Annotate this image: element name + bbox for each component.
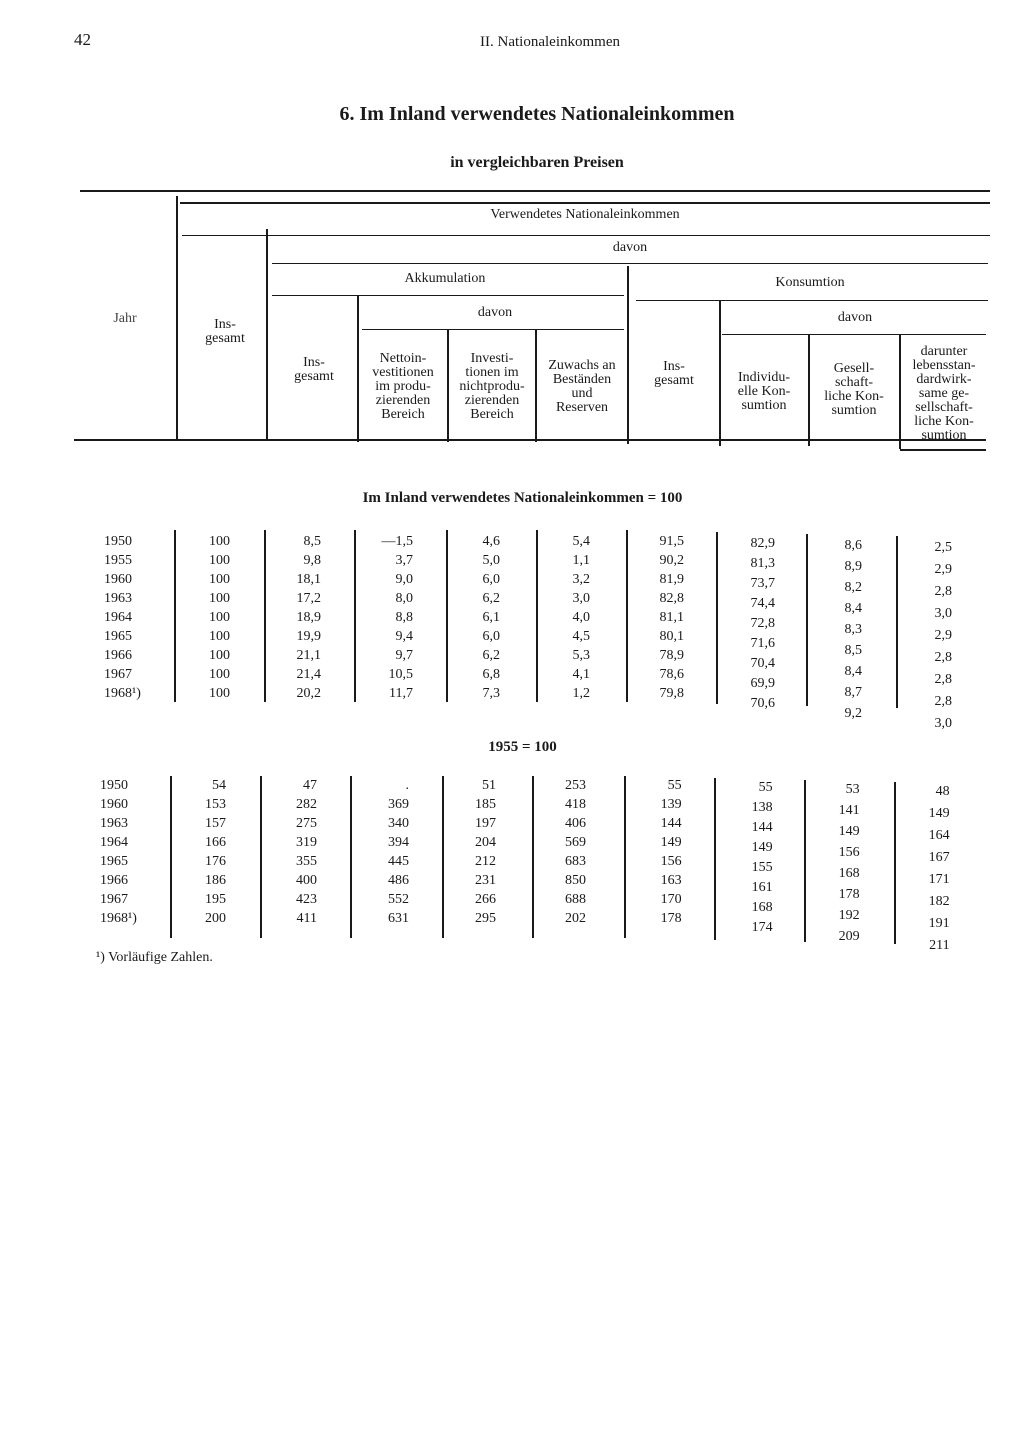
table-row-year: 1966 bbox=[100, 873, 128, 888]
header-nettoinvestitionen-line: Bereich bbox=[381, 407, 425, 422]
table-cell: 2,8 bbox=[934, 650, 952, 665]
header-bottom-rule bbox=[74, 439, 986, 441]
table-cell: 157 bbox=[205, 816, 226, 831]
table-cell: 1,2 bbox=[572, 686, 590, 701]
header-darunter-line: liche Kon- bbox=[914, 414, 974, 429]
table-cell: 167 bbox=[928, 850, 950, 865]
table-cell: 266 bbox=[475, 892, 496, 907]
column-separator bbox=[170, 776, 172, 938]
table-cell: 5,4 bbox=[572, 534, 590, 549]
table-cell: 8,4 bbox=[844, 664, 862, 679]
table-cell: 2,9 bbox=[934, 562, 952, 577]
table-cell: 197 bbox=[475, 816, 496, 831]
table-cell: 178 bbox=[660, 911, 682, 926]
table-cell: 48 bbox=[935, 784, 950, 799]
header-investitionen-line: tionen im bbox=[465, 365, 519, 380]
table-cell: 144 bbox=[751, 820, 773, 835]
table-row-year: 1964 bbox=[100, 835, 128, 850]
table-cell: 8,4 bbox=[844, 601, 862, 616]
table-cell: 100 bbox=[209, 667, 230, 682]
header-individuelle-line: sumtion bbox=[741, 398, 787, 413]
table-cell: 163 bbox=[660, 873, 682, 888]
table-cell: 2,5 bbox=[934, 540, 952, 555]
header-investitionen-line: nichtprodu- bbox=[459, 379, 525, 394]
table-cell: 8,5 bbox=[844, 643, 862, 658]
header-darunter-line: same ge- bbox=[918, 386, 970, 401]
table-cell: 2,8 bbox=[934, 584, 952, 599]
table-cell: 161 bbox=[751, 880, 773, 895]
table-cell: 340 bbox=[388, 816, 409, 831]
table-cell: 282 bbox=[296, 797, 317, 812]
header-top-rule bbox=[80, 190, 990, 192]
header-davon-main: davon bbox=[612, 240, 648, 255]
column-separator bbox=[716, 532, 718, 704]
table-cell: 5,3 bbox=[572, 648, 590, 663]
header-nettoinvestitionen-line: im produ- bbox=[375, 379, 431, 394]
table-cell: 212 bbox=[475, 854, 496, 869]
column-separator bbox=[626, 530, 628, 702]
header-vline-kons-ins bbox=[719, 301, 721, 446]
table-cell: 170 bbox=[660, 892, 682, 907]
table-cell: 138 bbox=[751, 800, 773, 815]
table-cell: 8,7 bbox=[844, 685, 862, 700]
table-row-year: 1963 bbox=[104, 591, 132, 606]
table-cell: 156 bbox=[838, 845, 860, 860]
table-row-year: 1967 bbox=[100, 892, 128, 907]
table-cell: 9,0 bbox=[395, 572, 413, 587]
table-cell: 155 bbox=[751, 860, 773, 875]
table-cell: 74,4 bbox=[750, 596, 775, 611]
table-cell: 209 bbox=[838, 929, 860, 944]
table-row-year: 1965 bbox=[104, 629, 132, 644]
table-cell: 6,0 bbox=[482, 572, 500, 587]
table-cell: 3,0 bbox=[934, 716, 952, 731]
table-cell: 552 bbox=[388, 892, 409, 907]
header-darunter-line: darunter bbox=[920, 344, 968, 359]
table-cell: 631 bbox=[388, 911, 409, 926]
header-darunter-line: lebensstan- bbox=[912, 358, 976, 373]
table-cell: 185 bbox=[475, 797, 496, 812]
table-cell: 319 bbox=[296, 835, 317, 850]
running-head: II. Nationaleinkommen bbox=[480, 34, 620, 50]
header-rule-davon bbox=[182, 235, 990, 236]
header-rule-akkumulation bbox=[272, 295, 624, 296]
table-cell: 211 bbox=[929, 938, 950, 953]
table-cell: 82,9 bbox=[750, 536, 775, 551]
column-separator bbox=[264, 530, 266, 702]
header-nettoinvestitionen bbox=[360, 352, 446, 422]
table-cell: 4,1 bbox=[572, 667, 590, 682]
table-cell: 2,8 bbox=[934, 694, 952, 709]
table-cell: 400 bbox=[296, 873, 317, 888]
table-cell: 100 bbox=[209, 572, 230, 587]
table-cell: 445 bbox=[388, 854, 409, 869]
table-cell: 80,1 bbox=[659, 629, 684, 644]
table-cell: 174 bbox=[751, 920, 773, 935]
table-cell: 8,3 bbox=[844, 622, 862, 637]
table-cell: 19,9 bbox=[296, 629, 321, 644]
table-cell: 8,5 bbox=[303, 534, 321, 549]
table-cell: 53 bbox=[845, 782, 860, 797]
table-cell: 71,6 bbox=[750, 636, 775, 651]
header-zuwachs-line: Beständen bbox=[552, 372, 612, 387]
table-cell: 9,2 bbox=[844, 706, 862, 721]
header-zuwachs-line: und bbox=[571, 386, 593, 401]
table-cell: 171 bbox=[928, 872, 950, 887]
header-akkumulation: Akkumulation bbox=[404, 271, 486, 286]
table-cell: 423 bbox=[296, 892, 317, 907]
table-row-year: 1964 bbox=[104, 610, 132, 625]
header-nettoinvestitionen-line: zierenden bbox=[375, 393, 431, 408]
table-cell: 192 bbox=[838, 908, 860, 923]
table-cell: 47 bbox=[303, 778, 317, 793]
section1-label: Im Inland verwendetes Nationaleinkommen = 100 bbox=[362, 490, 683, 506]
table-cell: 149 bbox=[660, 835, 682, 850]
column-separator bbox=[804, 780, 806, 942]
table-cell: 6,2 bbox=[482, 591, 500, 606]
table-cell: 81,9 bbox=[659, 572, 684, 587]
header-akk-insgesamt-line: gesamt bbox=[294, 369, 334, 384]
table-cell: 231 bbox=[475, 873, 496, 888]
table-cell: 8,6 bbox=[844, 538, 862, 553]
table-cell: 73,7 bbox=[750, 576, 775, 591]
table-cell: 21,1 bbox=[296, 648, 321, 663]
table-cell: . bbox=[405, 778, 409, 793]
table-cell: 9,7 bbox=[395, 648, 413, 663]
table-cell: 100 bbox=[209, 591, 230, 606]
table-cell: 70,4 bbox=[750, 656, 775, 671]
column-separator bbox=[806, 534, 808, 706]
header-rule-verwendetes bbox=[180, 202, 990, 204]
table-cell: 486 bbox=[388, 873, 409, 888]
section2-label: 1955 = 100 bbox=[488, 739, 557, 755]
header-insgesamt-total-line: Ins- bbox=[214, 317, 236, 332]
table-cell: 10,5 bbox=[388, 667, 413, 682]
header-individuelle bbox=[722, 371, 806, 413]
header-darunter-line: sellschaft- bbox=[915, 400, 973, 415]
table-cell: 178 bbox=[838, 887, 860, 902]
table-cell: 3,0 bbox=[572, 591, 590, 606]
table-cell: 153 bbox=[205, 797, 226, 812]
table-row-year: 1950 bbox=[100, 778, 128, 793]
column-separator bbox=[624, 776, 626, 938]
table-cell: 164 bbox=[928, 828, 950, 843]
table-cell: 355 bbox=[296, 854, 317, 869]
table-cell: 81,1 bbox=[659, 610, 684, 625]
table-cell: 168 bbox=[838, 866, 860, 881]
header-davon-kons: davon bbox=[837, 310, 873, 325]
table-cell: 202 bbox=[565, 911, 586, 926]
table-cell: 8,9 bbox=[844, 559, 862, 574]
page-number: 42 bbox=[74, 30, 91, 49]
table-cell: 141 bbox=[838, 803, 860, 818]
table-cell: 91,5 bbox=[659, 534, 684, 549]
table-cell: 78,6 bbox=[659, 667, 684, 682]
table-cell: 3,7 bbox=[395, 553, 413, 568]
header-rule-davon-akk bbox=[362, 329, 624, 330]
header-davon-akk: davon bbox=[477, 305, 513, 320]
table-row-year: 1955 bbox=[104, 553, 132, 568]
table-cell: 295 bbox=[475, 911, 496, 926]
table-row-year: 1965 bbox=[100, 854, 128, 869]
column-separator bbox=[354, 530, 356, 702]
table-cell: 8,8 bbox=[395, 610, 413, 625]
table-cell: 406 bbox=[565, 816, 586, 831]
table-cell: 569 bbox=[565, 835, 586, 850]
header-gesellschaftliche-line: Gesell- bbox=[833, 361, 875, 376]
table-cell: 139 bbox=[660, 797, 682, 812]
header-konsumtion: Konsumtion bbox=[775, 275, 845, 290]
table-cell: 182 bbox=[928, 894, 950, 909]
table-cell: 69,9 bbox=[750, 676, 775, 691]
column-separator bbox=[446, 530, 448, 702]
table-cell: 70,6 bbox=[750, 696, 775, 711]
header-rule-split bbox=[272, 263, 988, 264]
table-cell: 90,2 bbox=[659, 553, 684, 568]
column-separator bbox=[896, 536, 898, 708]
header-kons-insgesamt bbox=[636, 360, 712, 388]
header-nettoinvestitionen-line: vestitionen bbox=[372, 365, 434, 380]
table-cell: 200 bbox=[205, 911, 226, 926]
table-cell: 9,8 bbox=[303, 553, 321, 568]
table-cell: 253 bbox=[565, 778, 586, 793]
table-row-year: 1967 bbox=[104, 667, 132, 682]
header-akk-insgesamt bbox=[276, 356, 352, 384]
table-cell: 688 bbox=[565, 892, 586, 907]
header-individuelle-line: Individu- bbox=[737, 370, 791, 385]
table-cell: 166 bbox=[205, 835, 226, 850]
column-separator bbox=[174, 530, 176, 702]
table-cell: 21,4 bbox=[296, 667, 321, 682]
header-gesellschaftliche-line: sumtion bbox=[831, 403, 877, 418]
table-cell: 204 bbox=[475, 835, 496, 850]
table-cell: 6,8 bbox=[482, 667, 500, 682]
table-cell: 8,2 bbox=[844, 580, 862, 595]
table-cell: 18,1 bbox=[296, 572, 321, 587]
column-separator bbox=[532, 776, 534, 938]
table-row-year: 1960 bbox=[104, 572, 132, 587]
table-cell: 3,0 bbox=[934, 606, 952, 621]
table-cell: 394 bbox=[388, 835, 409, 850]
table-cell: 6,1 bbox=[482, 610, 500, 625]
table-cell: 100 bbox=[209, 629, 230, 644]
table-cell: 78,9 bbox=[659, 648, 684, 663]
table-cell: 369 bbox=[388, 797, 409, 812]
table-cell: 100 bbox=[209, 686, 230, 701]
header-zuwachs-line: Zuwachs an bbox=[548, 358, 616, 373]
header-investitionen-nichtproduzierend bbox=[449, 352, 535, 422]
table-cell: 11,7 bbox=[389, 686, 413, 701]
table-cell: 411 bbox=[296, 911, 317, 926]
header-vline-jahr bbox=[176, 196, 178, 439]
table-row-year: 1960 bbox=[100, 797, 128, 812]
header-zuwachs-line: Reserven bbox=[555, 400, 609, 415]
table-cell: 2,8 bbox=[934, 672, 952, 687]
table-cell: 418 bbox=[565, 797, 586, 812]
header-investitionen-line: zierenden bbox=[464, 393, 520, 408]
table-row-year: 1950 bbox=[104, 534, 132, 549]
column-separator bbox=[442, 776, 444, 938]
header-zuwachs bbox=[538, 359, 626, 415]
table-cell: 156 bbox=[660, 854, 682, 869]
table-cell: 683 bbox=[565, 854, 586, 869]
header-vline-invest bbox=[535, 330, 537, 442]
table-cell: 51 bbox=[482, 778, 496, 793]
table-cell: —1,5 bbox=[381, 534, 413, 549]
header-kons-insgesamt-line: gesamt bbox=[654, 373, 694, 388]
column-separator bbox=[536, 530, 538, 702]
table-row-year: 1968¹) bbox=[100, 911, 137, 926]
header-verwendetes: Verwendetes Nationaleinkommen bbox=[490, 207, 680, 222]
table-cell: 149 bbox=[751, 840, 773, 855]
table-cell: 2,9 bbox=[934, 628, 952, 643]
column-separator bbox=[714, 778, 716, 940]
header-vline-akk-ins bbox=[357, 296, 359, 442]
table-cell: 17,2 bbox=[296, 591, 321, 606]
table-cell: 3,2 bbox=[572, 572, 590, 587]
table-cell: 82,8 bbox=[659, 591, 684, 606]
header-akk-insgesamt-line: Ins- bbox=[303, 355, 325, 370]
table-cell: 6,0 bbox=[482, 629, 500, 644]
footnote: ¹) Vorläufige Zahlen. bbox=[96, 950, 213, 965]
table-cell: 4,0 bbox=[572, 610, 590, 625]
header-investitionen-line: Investi- bbox=[470, 351, 514, 366]
table-cell: 100 bbox=[209, 534, 230, 549]
table-cell: 149 bbox=[838, 824, 860, 839]
header-kons-insgesamt-line: Ins- bbox=[663, 359, 685, 374]
header-insgesamt-total bbox=[190, 318, 260, 346]
header-nettoinvestitionen-line: Nettoin- bbox=[379, 351, 427, 366]
table-row-year: 1963 bbox=[100, 816, 128, 831]
header-rule-davon-kons bbox=[722, 334, 986, 335]
table-cell: 144 bbox=[660, 816, 682, 831]
table-cell: 55 bbox=[758, 780, 773, 795]
table-cell: 55 bbox=[667, 778, 682, 793]
table-cell: 81,3 bbox=[750, 556, 775, 571]
header-gesellschaftliche-line: liche Kon- bbox=[824, 389, 884, 404]
table-cell: 1,1 bbox=[572, 553, 590, 568]
table-cell: 191 bbox=[928, 916, 950, 931]
table-cell: 7,3 bbox=[482, 686, 500, 701]
table-cell: 850 bbox=[565, 873, 586, 888]
header-darunter-line: dardwirk- bbox=[916, 372, 972, 387]
column-separator bbox=[350, 776, 352, 938]
table-row-year: 1968¹) bbox=[104, 686, 141, 701]
table-cell: 176 bbox=[205, 854, 226, 869]
table-cell: 79,8 bbox=[659, 686, 684, 701]
table-cell: 6,2 bbox=[482, 648, 500, 663]
table-cell: 4,5 bbox=[572, 629, 590, 644]
table-cell: 186 bbox=[205, 873, 226, 888]
page-title: 6. Im Inland verwendetes Nationaleinkommen bbox=[339, 103, 735, 125]
header-rule-konsumtion bbox=[636, 300, 988, 301]
header-darunter-line: sumtion bbox=[921, 428, 967, 443]
column-separator bbox=[260, 776, 262, 938]
table-cell: 20,2 bbox=[296, 686, 321, 701]
header-gesellschaftliche bbox=[810, 362, 898, 418]
header-vline-akk-kons bbox=[627, 266, 629, 444]
column-separator bbox=[894, 782, 896, 944]
table-cell: 8,0 bbox=[395, 591, 413, 606]
table-cell: 9,4 bbox=[395, 629, 413, 644]
table-cell: 100 bbox=[209, 610, 230, 625]
header-vline-total bbox=[266, 229, 268, 439]
table-row-year: 1966 bbox=[104, 648, 132, 663]
table-cell: 100 bbox=[209, 553, 230, 568]
table-cell: 5,0 bbox=[482, 553, 500, 568]
table-cell: 72,8 bbox=[750, 616, 775, 631]
header-investitionen-line: Bereich bbox=[470, 407, 514, 422]
table-cell: 195 bbox=[205, 892, 226, 907]
header-insgesamt-total-line: gesamt bbox=[205, 331, 245, 346]
table-cell: 168 bbox=[751, 900, 773, 915]
header-darunter bbox=[900, 345, 988, 443]
page-subtitle: in vergleichbaren Preisen bbox=[450, 154, 624, 171]
header-darunter-bottom-rule bbox=[900, 449, 986, 451]
table-cell: 18,9 bbox=[296, 610, 321, 625]
header-individuelle-line: elle Kon- bbox=[737, 384, 791, 399]
header-gesellschaftliche-line: schaft- bbox=[834, 375, 874, 390]
table-cell: 100 bbox=[209, 648, 230, 663]
header-jahr: Jahr bbox=[113, 311, 137, 326]
table-cell: 54 bbox=[212, 778, 226, 793]
table-cell: 149 bbox=[928, 806, 950, 821]
table-cell: 275 bbox=[296, 816, 317, 831]
table-cell: 4,6 bbox=[482, 534, 500, 549]
